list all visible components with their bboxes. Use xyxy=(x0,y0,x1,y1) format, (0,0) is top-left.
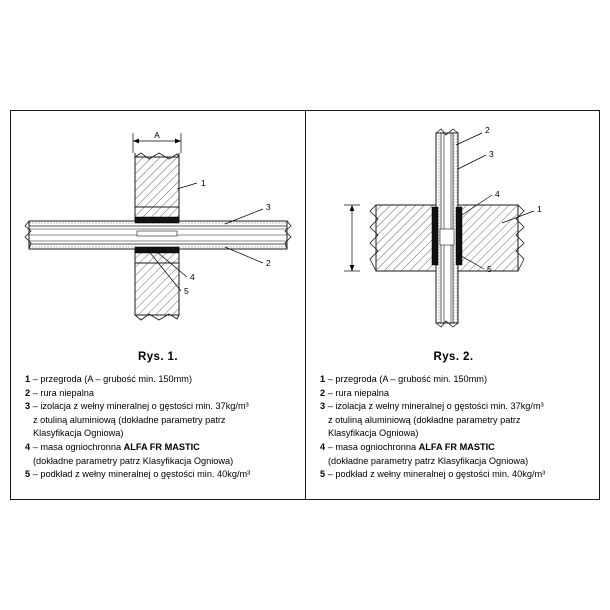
legend-num: 3 xyxy=(25,401,31,412)
callout-3: 3 xyxy=(489,149,494,159)
diagram-svg-left xyxy=(11,111,306,356)
legend-product-name: ALFA FR MASTIC xyxy=(123,441,200,452)
callout-2: 2 xyxy=(266,258,271,268)
legend-text: – przegroda (A – grubość min. 150mm) xyxy=(32,374,193,384)
legend-item-2 xyxy=(25,387,297,401)
dimension-thickness xyxy=(344,205,360,271)
panel-right xyxy=(306,111,601,499)
legend-text: – rura niepalna xyxy=(327,387,389,398)
legend-text: – podkład z wełny mineralnej o gęstości min. 40kg/m³ xyxy=(32,469,251,480)
callout-4: 4 xyxy=(190,272,195,282)
legend-item-1 xyxy=(320,373,593,387)
callout-2: 2 xyxy=(485,125,490,135)
legend-num: 2 xyxy=(25,387,31,398)
legend-text: – izolacja z wełny mineralnej o gęstości min. 37kg/m³ xyxy=(32,401,249,412)
legend-num: 1 xyxy=(320,374,326,384)
panel-left xyxy=(11,111,306,499)
legend-text: – izolacja z wełny mineralnej o gęstości min. 37kg/m³ xyxy=(327,401,544,412)
legend-item-3 xyxy=(25,400,297,414)
legend-num: 1 xyxy=(25,374,31,384)
callout-1: 1 xyxy=(537,204,542,214)
drawing-rys-1 xyxy=(11,111,305,356)
legend-text: – masa ogniochronna xyxy=(32,441,124,452)
diagram-svg-right xyxy=(306,111,601,356)
legend-num: 3 xyxy=(320,401,326,412)
vertical-pipe xyxy=(436,129,458,327)
legend-text: – podkład z wełny mineralnej o gęstości min. 40kg/m³ xyxy=(327,469,546,480)
legend-item-4-sub-1: (dokładne parametry patrz Klasyfikacja Ogniowa) xyxy=(328,455,529,466)
callout-5: 5 xyxy=(487,264,492,274)
figure-caption-right: Rys. 2. xyxy=(433,351,474,363)
legend-text: – przegroda (A – grubość min. 150mm) xyxy=(327,374,488,384)
legend-item-3 xyxy=(320,400,593,414)
legend-item-3-sub-2: Klasyfikacja Ogniowa) xyxy=(33,428,124,439)
callout-1: 1 xyxy=(201,178,206,188)
legend-left xyxy=(25,373,297,482)
legend-item-4-sub-1: (dokładne parametry patrz Klasyfikacja Ogniowa) xyxy=(33,455,234,466)
legend-text: – rura niepalna xyxy=(32,387,94,398)
mastic-seal xyxy=(135,217,179,253)
callout-4: 4 xyxy=(495,189,500,199)
legend-num: 4 xyxy=(320,441,326,452)
legend-num: 5 xyxy=(320,469,326,480)
legend-item-3-sub-1: z otuliną aluminiową (dokładne parametry patrz xyxy=(33,414,226,425)
legend-item-4 xyxy=(25,441,297,455)
legend-product-name: ALFA FR MASTIC xyxy=(418,441,495,452)
legend-item-5 xyxy=(320,468,593,482)
legend-num: 5 xyxy=(25,469,31,480)
dimension-label-a: A xyxy=(154,130,160,140)
legend-item-1 xyxy=(25,373,297,387)
legend-item-4 xyxy=(320,441,593,455)
legend-num: 4 xyxy=(25,441,31,452)
callout-5: 5 xyxy=(184,286,189,296)
legend-item-2 xyxy=(320,387,593,401)
legend-item-5 xyxy=(25,468,297,482)
figure-caption-left: Rys. 1. xyxy=(138,351,178,363)
legend-num: 2 xyxy=(320,387,326,398)
figure-frame xyxy=(10,110,600,500)
dimension-a xyxy=(133,130,181,153)
legend-text: – masa ogniochronna xyxy=(327,441,419,452)
drawing-rys-2 xyxy=(306,111,601,356)
callout-3: 3 xyxy=(266,202,271,212)
legend-right xyxy=(320,373,593,482)
legend-item-3-sub-2: Klasyfikacja Ogniowa) xyxy=(328,428,419,439)
legend-item-3-sub-1: z otuliną aluminiową (dokładne parametry patrz xyxy=(328,414,521,425)
